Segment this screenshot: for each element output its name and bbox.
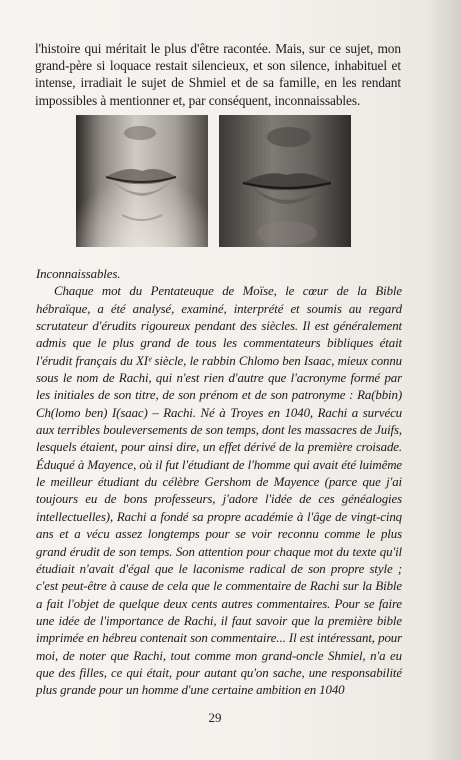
page-number: 29 [208,710,222,725]
photo-lips-left [76,115,208,247]
body-paragraph: Chaque mot du Pentateuque de Moïse, le cœur de la Bible hébraïque, a été analysé, examiné, interprété et soumis au regard scrutateur d'érudits rigoureux pendant des siècles. Il est généralement admis que le plus grand de tous les commentateurs bibliques était l'érudit français du XIᵉ siècle, le rabbin Chlomo ben Isaac, mieux connu sous le nom de Rachi, qui n'est rien d'autre que l'acronyme formé par les initiales de son titre, de son prénom et de son patronyme : Ra(bbin) Ch(lomo ben) I(saac) – Rachi. Né à Troyes en 1040, Rachi a survécu aux terribles bouleversements de son temps, dont les massacres de Juifs, lesquels étaient, pour ainsi dire, un effet dérivé de la première croisade. Éduqué à Mayence, où il fut l'étudiant de l'homme qui avait été luimême le meilleur étudiant du célèbre Gershom de Mayence (parce que j'ai toujours eu de bons professeurs, j'adore l'idée de ces généalogies intellectuelles), Rachi a fondé sa propre académie à l'âge de vingt-cinq ans et a vécu assez longtemps pour se voir reconnu comme le plus grand érudit de son temps. Son attention pour chaque mot du texte qu'il étudiait n'avait d'égal que le laconisme radical de son propre style ; c'est peut-être à cause de cela que le commentaire de Rachi sur la Bible a fait l'objet de quelque deux cents autres commentaires. Pour se faire une idée de l'importance de Rachi, il faut savoir que la première bible imprimée en hébreu contenait son commentaire... Il est intéressant, pour moi, de noter que Rachi, tout comme mon grand-oncle Shmiel, n'a eu que des filles, ce qui était, pour autant qu'on sache, une responsabilité plus grande pour un homme d'une certaine ambition en 1040 [36,284,402,698]
opening-paragraph: l'histoire qui méritait le plus d'être racontée. Mais, sur ce sujet, mon grand-père si loquace restait silencieux, et son silence, inhabituel et intense, irradiait le sujet de Shmiel et de sa famille, en les rendant impossibles à mentionner et, par conséquent, inconnaissables. [35,41,401,108]
page-gutter-shadow [427,0,461,760]
main-text [36,266,402,700]
photo-caption: Inconnaissables. [36,267,121,281]
photo-lips-right [219,115,351,247]
